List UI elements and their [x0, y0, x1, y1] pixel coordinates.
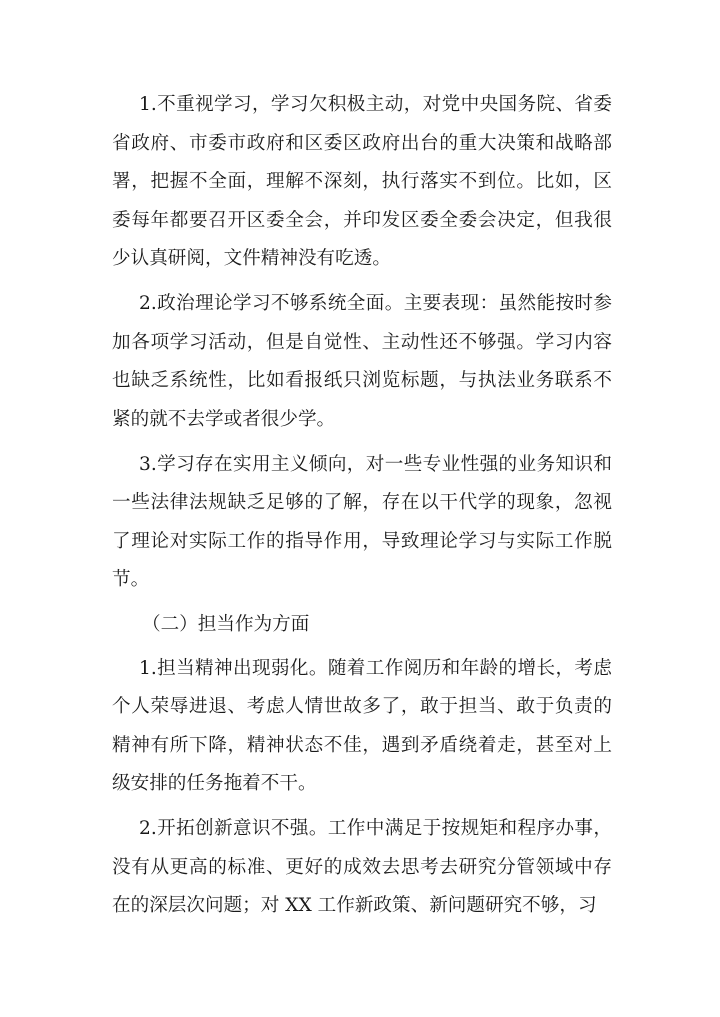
paragraph-study-attitude: 1.不重视学习，学习欠积极主动，对党中央国务院、省委省政府、市委市政府和区委区政府出台的重大决策和战略部署，把握不全面，理解不深刻，执行落实不到位。比如，区委每年都要召开区委全会，并印发区委全委会决定，但我很少认真研阅，文件精神没有吃透。: [112, 94, 612, 269]
section-heading-responsibility: （二）担当作为方面: [142, 614, 310, 635]
paragraph-pragmatism: 3.学习存在实用主义倾向，对一些专业性强的业务知识和一些法律法规缺乏足够的了解，存在以干代学的现象，忽视了理论对实际工作的指导作用，导致理论学习与实际工作脱节。: [112, 453, 612, 590]
paragraph-innovation: 2.开拓创新意识不强。工作中满足于按规矩和程序办事，没有从更高的标准、更好的成效去思考去研究分管领域中存在的深层次问题；对 XX 工作新政策、新问题研究不够，习: [112, 818, 612, 916]
paragraph-responsibility-spirit: 1.担当精神出现弱化。随着工作阅历和年龄的增长，考虑个人荣辱进退、考虑人情世故多了，敢于担当、敢于负责的精神有所下降，精神状态不佳，遇到矛盾绕着走，甚至对上级安排的任务拖着不干。: [112, 657, 612, 794]
paragraph-political-theory: 2.政治理论学习不够系统全面。主要表现：虽然能按时参加各项学习活动，但是自觉性、主动性还不够强。学习内容也缺乏系统性，比如看报纸只浏览标题，与执法业务联系不紧的就不去学或者很少学。: [112, 293, 612, 430]
document-body: [112, 86, 612, 932]
